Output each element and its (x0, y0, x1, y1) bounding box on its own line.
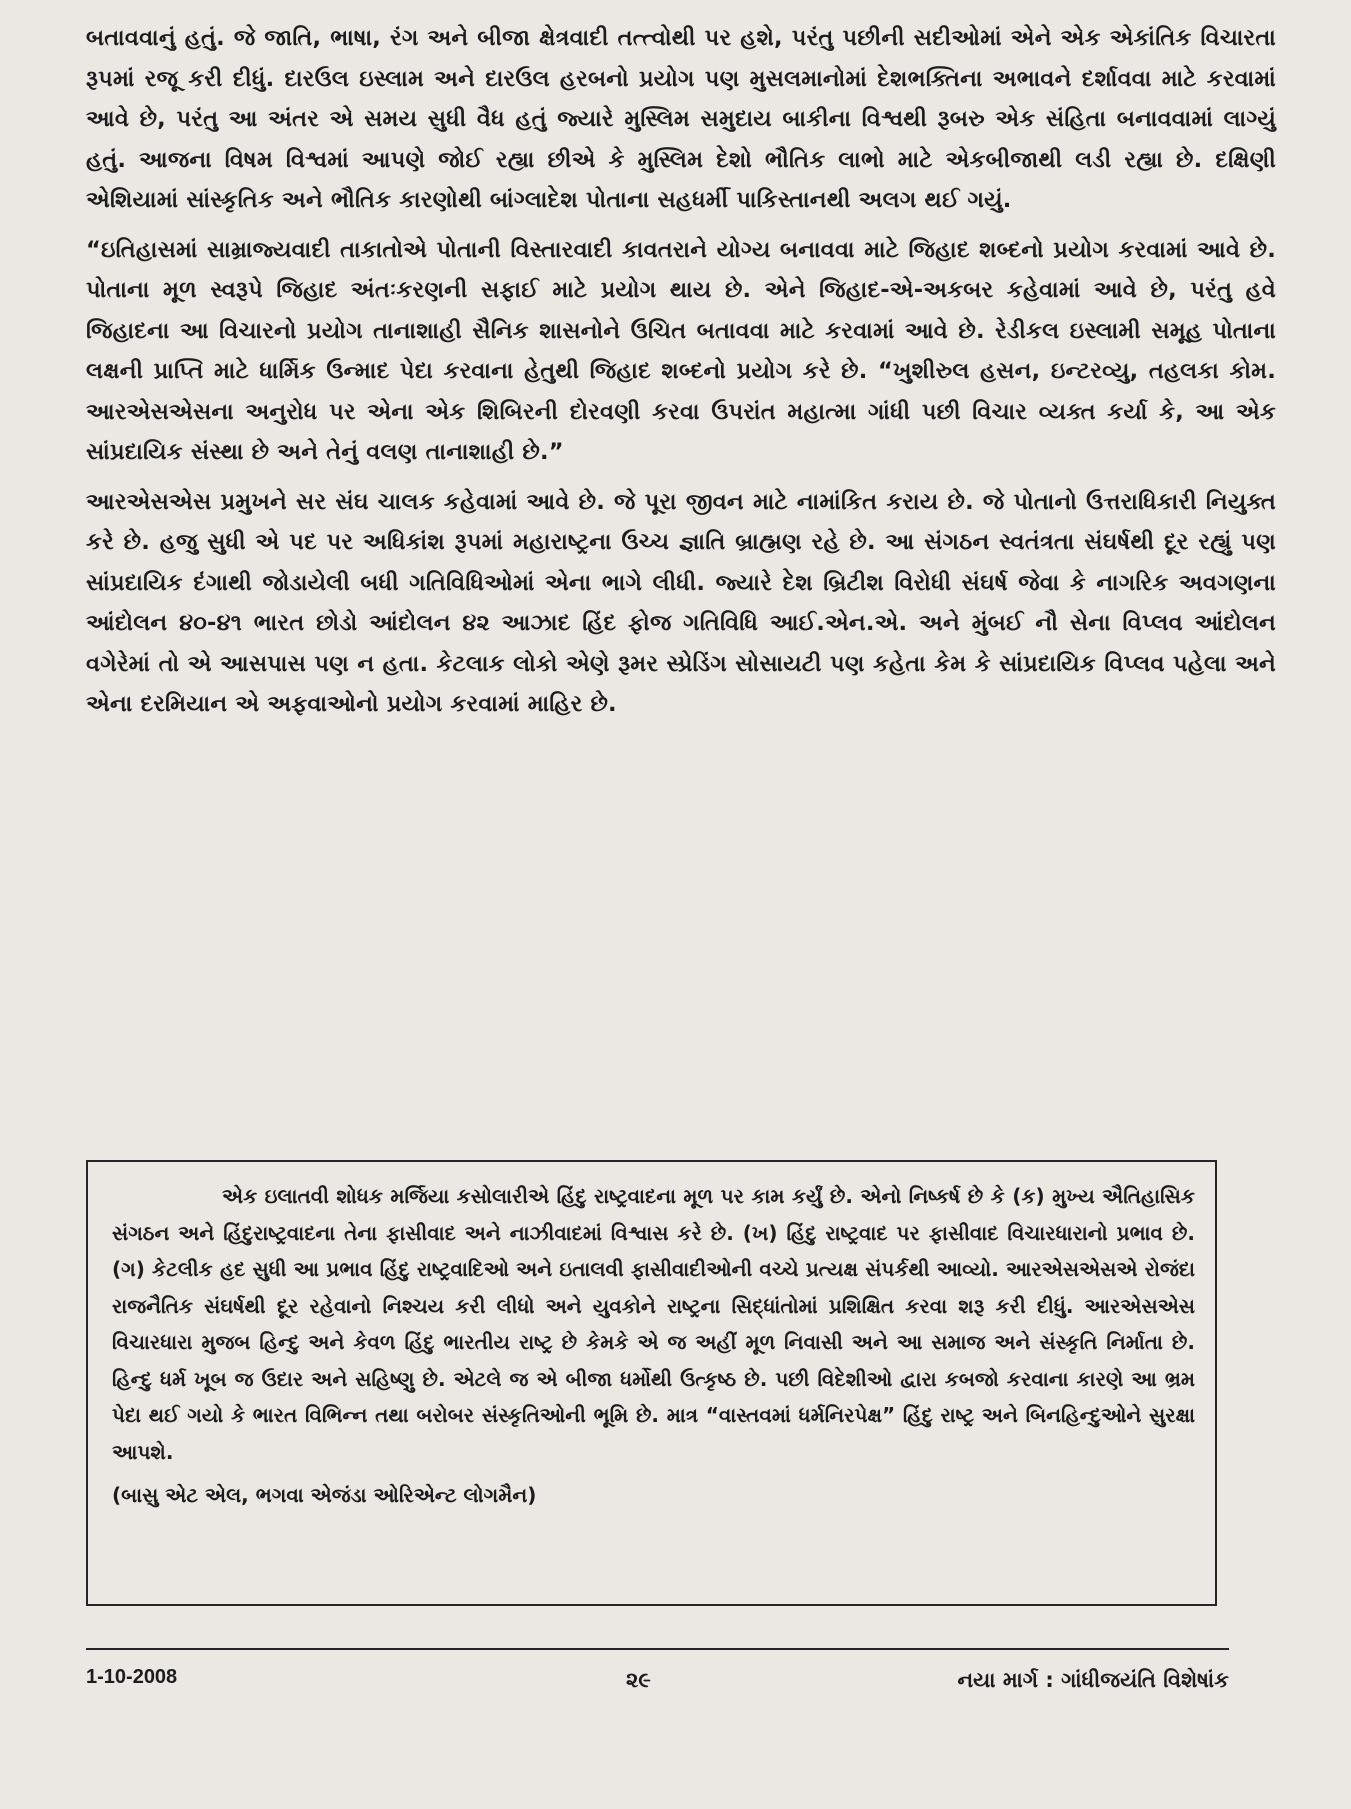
paragraph-2: “ઇતિહાસમાં સામ્રાજ્યવાદી તાકાતોએ પોતાની વિસ્તારવાદી કાવતરાને યોગ્ય બનાવવા માટે જિહાદ શબ્દનો પ્રયોગ કરવામાં આવે છે. પોતાના મૂળ સ્વરૂપે જિહાદ અંતઃકરણની સફાઈ માટે પ્રયોગ થાય છે. એને જિહાદ-એ-અકબર કહેવામાં આવે છે, પરંતુ હવે જિહાદના આ વિચારનો પ્રયોગ તાનાશાહી સૈનિક શાસનોને ઉચિત બતાવવા માટે કરવામાં આવે છે. રેડીકલ ઇસ્લામી સમૂહ પોતાના લક્ષની પ્રાપ્તિ માટે ધાર્મિક ઉન્માદ પેદા કરવાના હેતુથી જિહાદ શબ્દનો પ્રયોગ કરે છે. “ખુશીરુલ હસન, ઇન્ટરવ્યુ, તહલકા કોમ. આરએસએસના અનુરોધ પર એના એક શિબિરની દોરવણી કરવા ઉપરાંત મહાત્મા ગાંધી પછી વિચાર વ્યક્ત કર્યા કે, આ એક સાંપ્રદાયિક સંસ્થા છે અને તેનું વલણ તાનાશાહી છે.” (86, 236, 1276, 465)
footer-divider (86, 1648, 1229, 1650)
footer-publication-title: નયા માર્ગ : ગાંધીજયંતિ વિશેષાંક (957, 1668, 1229, 1692)
boxed-note-citation: (બાસુ એટ એલ, ભગવા એજંડા ઓરિએન્ટ લોગમૈન) (112, 1483, 537, 1507)
paragraph-1: બતાવવાનું હતું. જે જાતિ, ભાષા, રંગ અને બીજા ક્ષેત્રવાદી તત્ત્વોથી પર હશે, પરંતુ પછીની સદીઓમાં એને એક એકાંતિક વિચારતા રૂપમાં રજૂ કરી દીધું. દારઉલ ઇસ્લામ અને દારઉલ હરબનો પ્રયોગ પણ મુસલમાનોમાં દેશભક્તિના અભાવને દર્શાવવા માટે કરવામાં આવે છે, પરંતુ આ અંતર એ સમય સુધી વૈધ હતું જ્યારે મુસ્લિમ સમુદાય બાકીના વિશ્વથી રૂબરુ એક સંહિતા બનાવવામાં લાગ્યું હતું. આજના વિષમ વિશ્વમાં આપણે જોઈ રહ્યા છીએ કે મુસ્લિમ દેશો ભૌતિક લાભો માટે એકબીજાથી લડી રહ્યા છે. દક્ષિણી એશિયામાં સાંસ્કૃતિક અને ભૌતિક કારણોથી બાંગ્લાદેશ પોતાના સહધર્મી પાકિસ્તાનથી અલગ થઈ ગયું. (86, 25, 1276, 213)
paragraph-3: આરએસએસ પ્રમુખને સર સંઘ ચાલક કહેવામાં આવે છે. જે પૂરા જીવન માટે નામાંકિત કરાય છે. જે પોતાનો ઉત્તરાધિકારી નિયુક્ત કરે છે. હજુ સુધી એ પદ પર અધિકાંશ રૂપમાં મહારાષ્ટ્રના ઉચ્ચ જ્ઞાતિ બ્રાહ્મણ રહે છે. આ સંગઠન સ્વતંત્રતા સંઘર્ષથી દૂર રહ્યું પણ સાંપ્રદાયિક દંગાથી જોડાયેલી બધી ગતિવિધિઓમાં એના ભાગે લીધી. જ્યારે દેશ બ્રિટીશ વિરોધી સંઘર્ષ જેવા કે નાગરિક અવગણના આંદોલન ૪૦-૪૧ ભારત છોડો આંદોલન ૪૨ આઝાદ હિંદ ફોજ ગતિવિધિ આઈ.એન.એ. અને મુંબઈ નૌ સેના વિપ્લવ આંદોલન વગેરેમાં તો એ આસપાસ પણ ન હતા. કેટલાક લોકો એણે રૂમર સ્પ્રેડિંગ સોસાયટી પણ કહેતા કેમ કે સાંપ્રદાયિક વિપ્લવ પહેલા અને એના દરમિયાન એ અફવાઓનો પ્રયોગ કરવામાં માહિર છે. (86, 488, 1276, 717)
boxed-note (86, 1160, 1217, 1606)
page-footer (86, 1664, 1229, 1704)
footer-date: 1-10-2008 (86, 1666, 178, 1688)
boxed-note-text: એક ઇલાતવી શોધક મર્જિયા કસોલારીએ હિંદુ રાષ્ટ્રવાદના મૂળ પર કામ કર્યું છે. એનો નિષ્કર્ષ છે કે (ક) મુખ્ય ઐતિહાસિક સંગઠન અને હિંદુરાષ્ટ્રવાદના તેના ફાસીવાદ અને નાઝીવાદમાં વિશ્વાસ કરે છે. (ખ) હિંદુ રાષ્ટ્રવાદ પર ફાસીવાદ વિચારધારાનો પ્રભાવ છે. (ગ) કેટલીક હદ સુધી આ પ્રભાવ હિંદુ રાષ્ટ્રવાદિઓ અને ઇતાલવી ફાસીવાદીઓની વચ્ચે પ્રત્યક્ષ સંપર્કથી આવ્યો. આરએસએસએ રોજંદા રાજનૈતિક સંઘર્ષથી દૂર રહેવાનો નિશ્ચય કરી લીધો અને યુવકોને રાષ્ટ્રના સિદ્ધાંતોમાં પ્રશિક્ષિત કરવા શરૂ કરી દીધું. આરએસએસ વિચારધારા મુજબ હિન્દુ અને કેવળ હિંદુ ભારતીય રાષ્ટ્ર છે કેમકે એ જ અહીં મૂળ નિવાસી અને આ સમાજ અને સંસ્કૃતિ નિર્માતા છે. હિન્દુ ધર્મ ખૂબ જ ઉદાર અને સહિષ્ણુ છે. એટલે જ એ બીજા ધર્મોથી ઉત્કૃષ્ઠ છે. પછી વિદેશીઓ દ્વારા કબજો કરવાના કારણે આ ભ્રમ પેદા થઈ ગયો કે ભારત વિભિન્ન તથા બરોબર સંસ્કૃતિઓની ભૂમિ છે. માત્ર “વાસ્તવમાં ધર્મનિરપેક્ષ” હિંદુ રાષ્ટ્ર અને બિનહિન્દુઓને સુરક્ષા આપશે. (112, 1184, 1195, 1464)
footer-page-number: ૨૯ (626, 1668, 651, 1692)
article-body (86, 18, 1276, 725)
